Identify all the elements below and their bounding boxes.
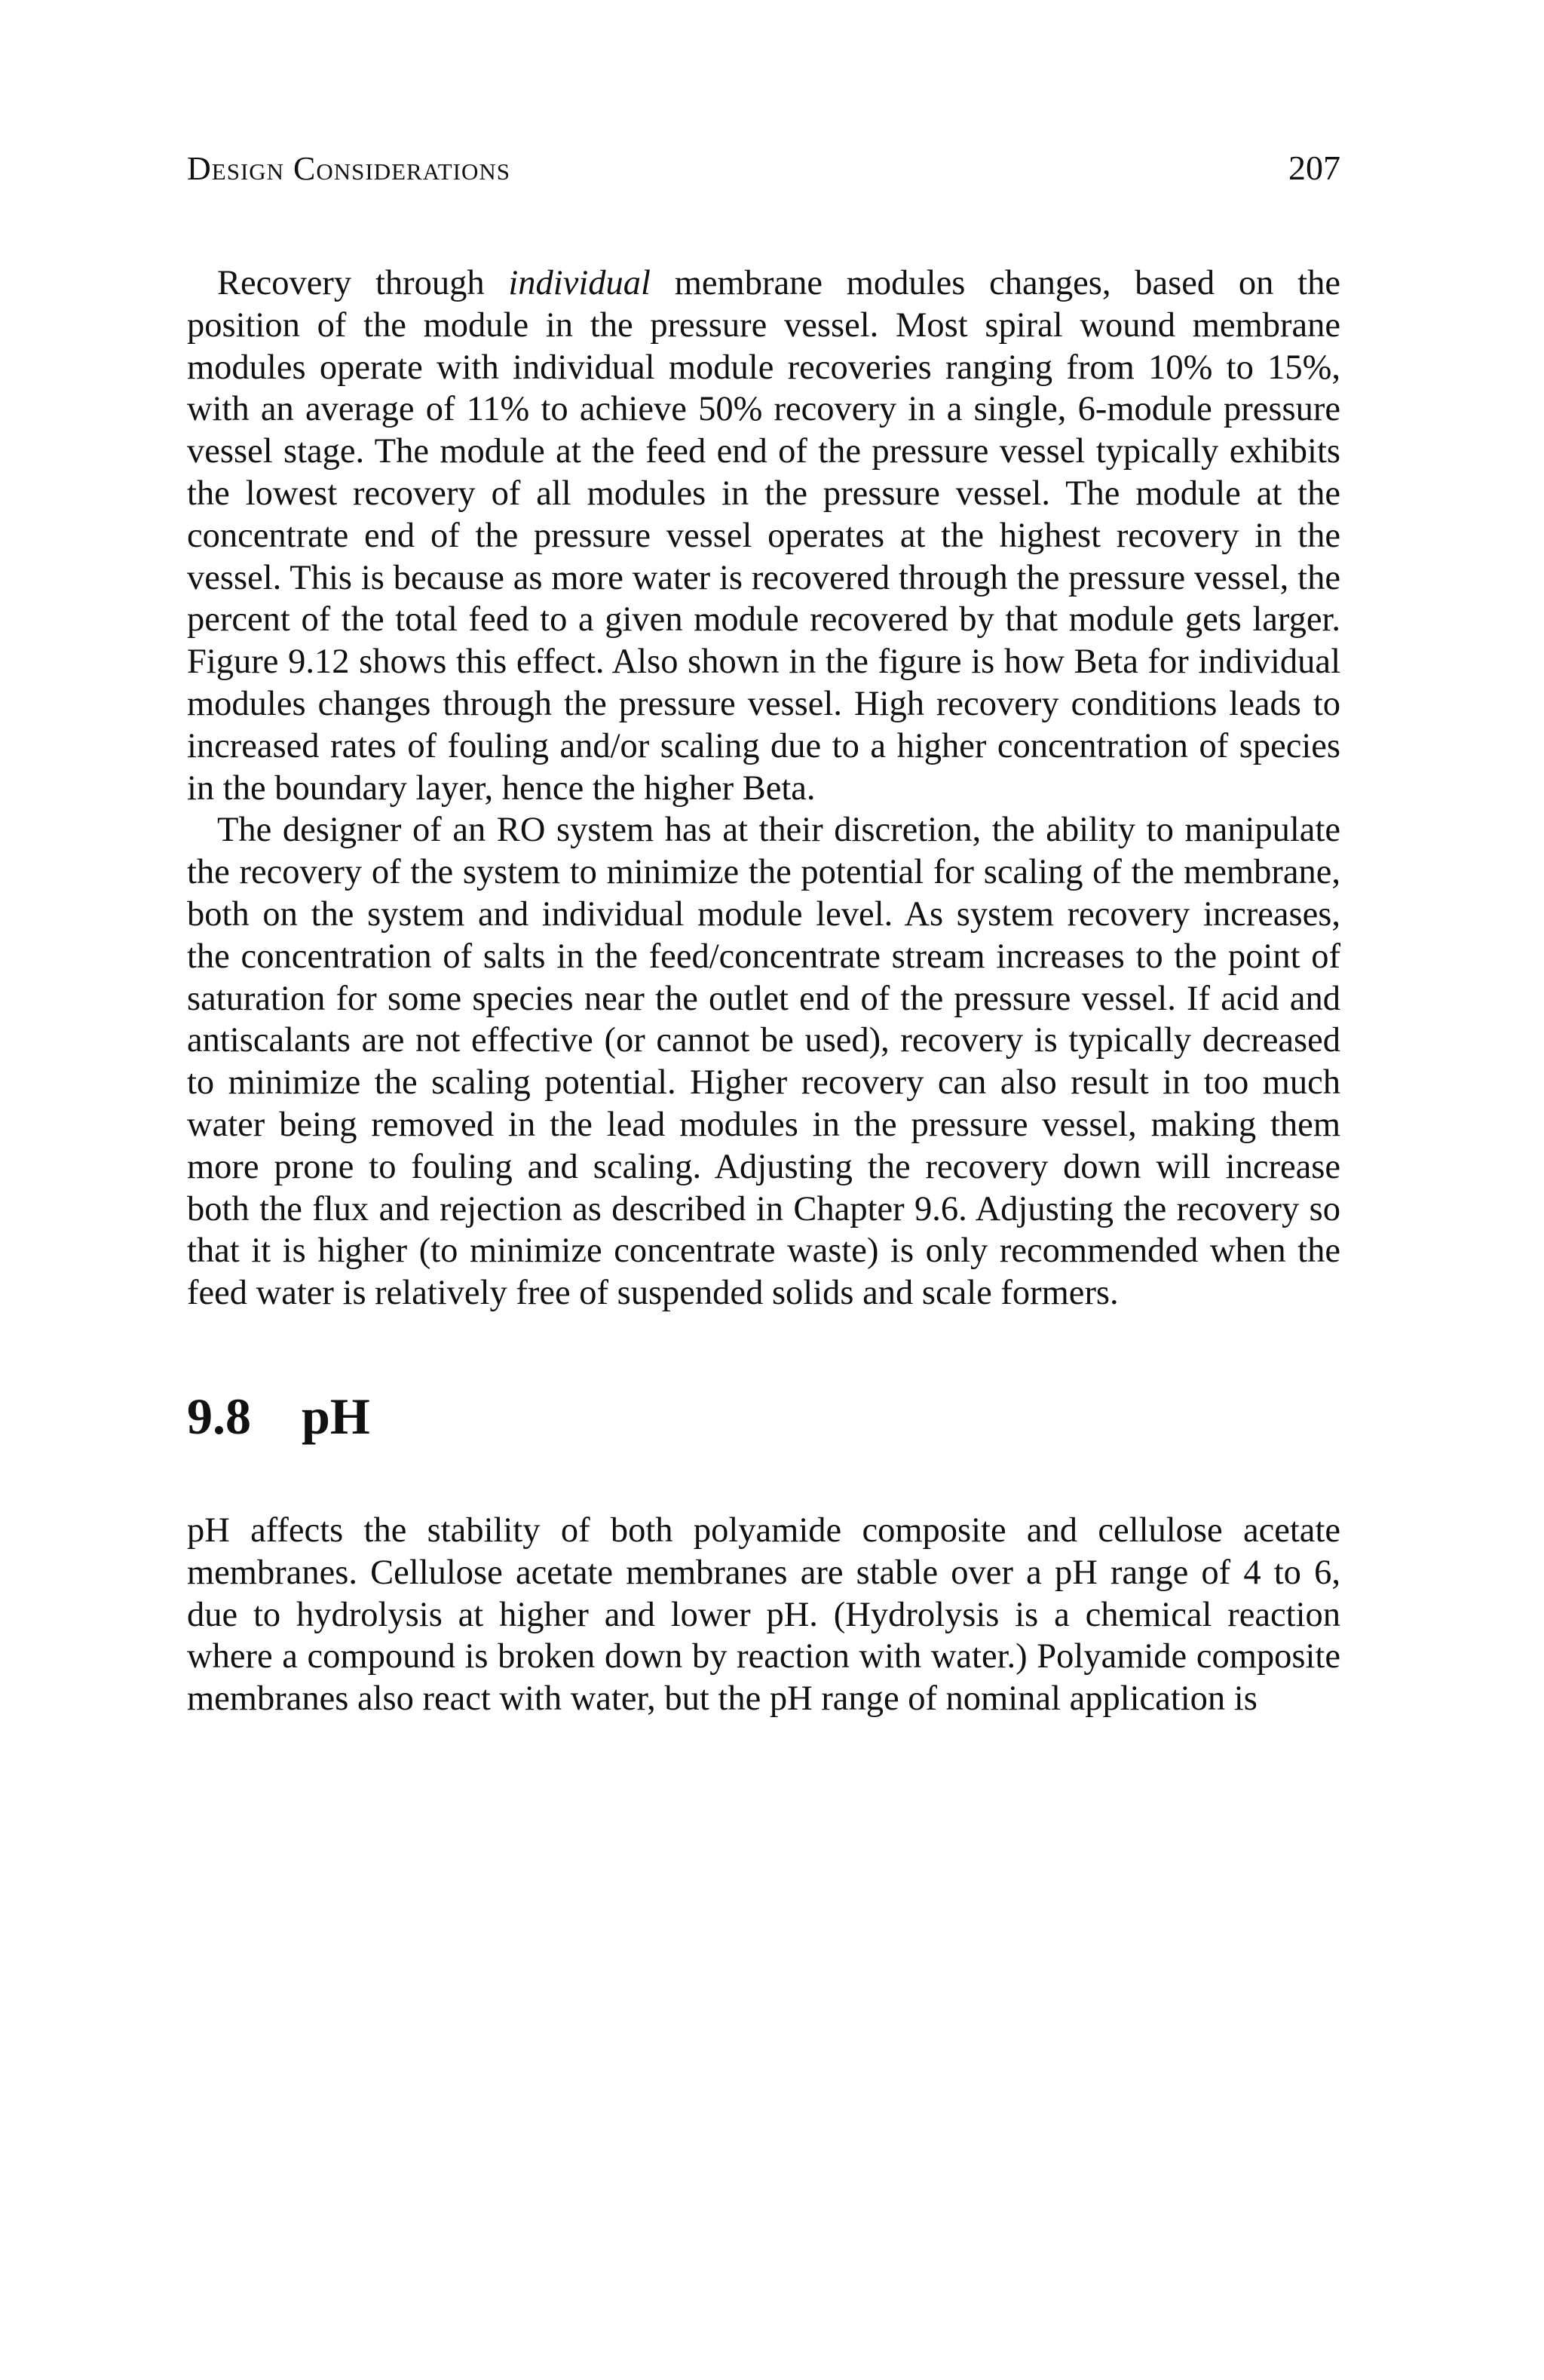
paragraph-ph-stability: pH affects the stability of both polyamide composite and cellulose acetate membranes. Cellulose acetate membranes are stable over a pH range of 4 to 6, due to hydrolysis at higher and lower pH. (Hydrolysis is a chemical reaction where a compound is broken down by reaction with water.) Polyamide composite membranes also react with water, but the pH range of nominal application is (187, 1511, 1340, 1719)
section-title: pH (302, 1387, 370, 1445)
section-heading (187, 1387, 1340, 1446)
running-head (187, 148, 1340, 201)
book-page (187, 148, 1340, 1720)
emphasis-individual: individual (508, 264, 651, 302)
section-number: 9.8 (187, 1387, 251, 1445)
paragraph-module-recovery-start: Recovery through (217, 264, 509, 302)
paragraph-module-recovery (187, 262, 1340, 809)
paragraph-designer-recovery: The designer of an RO system has at their discretion, the ability to manipulate the recovery of the system to minimize the potential for scaling of the membrane, both on the system and individual module level. As system recovery increases, the concentration of salts in the feed/concentrate stream increases to the point of saturation for some species near the outlet end of the pressure vessel. If acid and antiscalants are not effective (or cannot be used), recovery is typically decreased to minimize the scaling potential. Higher recovery can also result in too much water being removed in the lead modules in the pressure vessel, making them more prone to fouling and scaling. Adjusting the recovery down will increase both the flux and rejection as described in Chapter 9.6. Adjusting the recovery so that it is higher (to minimize concentrate waste) is only recommended when the feed water is relatively free of suspended solids and scale formers. (187, 811, 1340, 1313)
running-title: Design Considerations (187, 150, 510, 187)
paragraph-module-recovery-rest: membrane modules changes, based on the position of the module in the pressure vessel. Most spiral wound membrane modules operate with individual module recoveries ranging from 10% to 15%, with an average of 11% to achieve 50% recovery in a single, 6-module pressure vessel stage. The module at the feed end of the pressure vessel typically exhibits the lowest recovery of all modules in the pressure vessel. The module at the concentrate end of the pressure vessel operates at the highest recovery in the vessel. This is because as more water is recovered through the pressure vessel, the percent of the total feed to a given module recovered by that module gets larger. Figure 9.12 shows this effect. Also shown in the figure is how Beta for individual modules changes through the pressure vessel. High recovery conditions leads to increased rates of fouling and/or scaling due to a higher concentration of species in the boundary layer, hence the higher Beta. (187, 264, 1340, 808)
page-number: 207 (1288, 149, 1340, 187)
